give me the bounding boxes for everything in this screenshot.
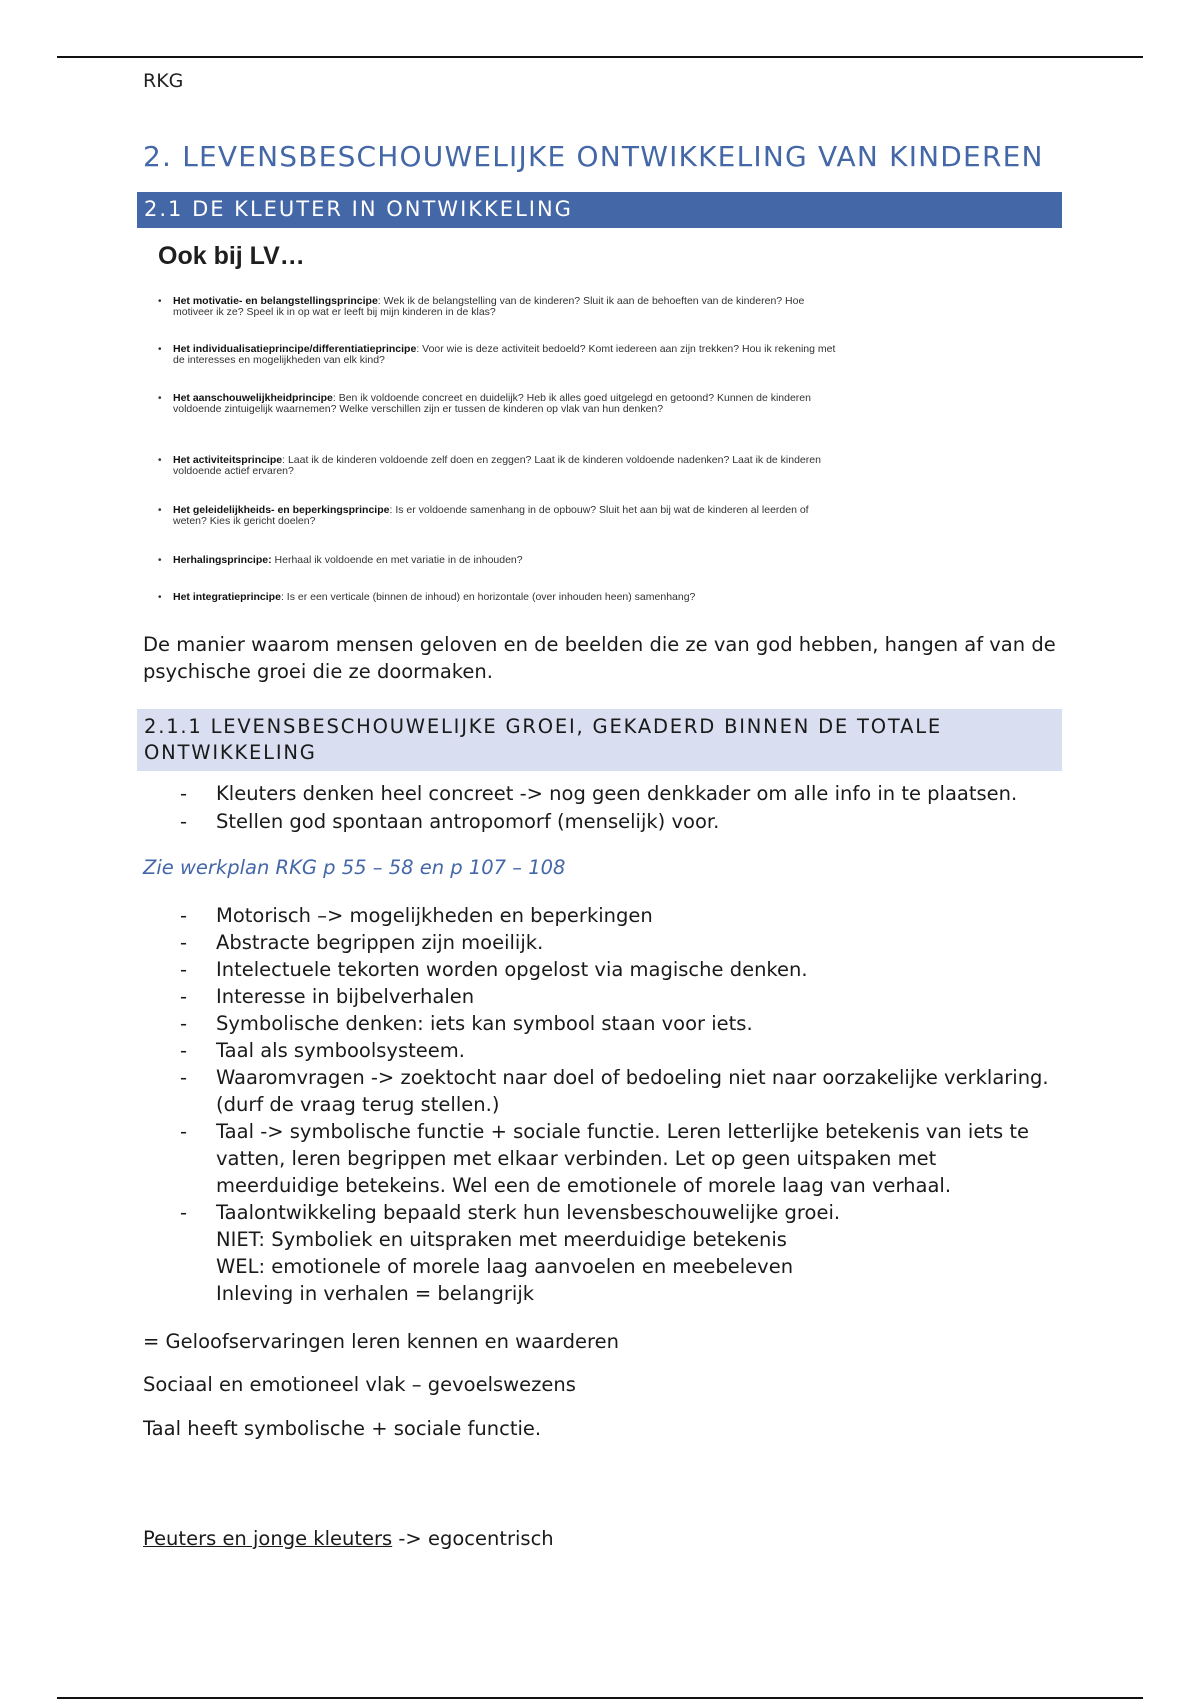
principle-item <box>158 505 838 527</box>
principle-text: : Is er een verticale (binnen de inhoud) en horizontale (over inhouden heen) samenhang? <box>280 591 696 603</box>
closing-line <box>143 1526 1063 1553</box>
closing-rest: -> egocentrisch <box>392 1527 554 1550</box>
bullet-icon: • <box>158 505 162 516</box>
dash-bullet: - <box>180 782 188 805</box>
bullet-icon: • <box>158 555 162 566</box>
principle-item <box>158 344 838 366</box>
list-item: - Kleuters denken heel concreet -> nog geen denkkader om alle info in te plaatsen. <box>143 780 1063 808</box>
list-item: - Taal als symboolsysteem. <box>180 1039 465 1062</box>
slide-title: Ook bij LV… <box>158 242 305 270</box>
dash-bullet: - <box>180 1201 188 1224</box>
bullet-icon: • <box>158 455 162 466</box>
development-list <box>143 902 1063 1307</box>
statement-line: Sociaal en emotioneel vlak – gevoelswezens <box>143 1373 576 1396</box>
principle-text: : Laat ik de kinderen voldoende zelf doen en zeggen? Laat ik de kinderen voldoende nadenken? Laat ik de kinderen voldoende actief ervaren? <box>173 454 821 477</box>
concrete-thinking-list <box>143 780 1063 836</box>
list-item: - Interesse in bijbelverhalen <box>180 985 475 1008</box>
heading-3: 2.1.1 LEVENSBESCHOUWELIJKE GROEI, GEKADERD BINNEN DE TOTALE ONTWIKKELING <box>137 709 1062 771</box>
principle-item <box>158 296 838 318</box>
header-label: RKG <box>143 70 184 92</box>
intro-paragraph: De manier waarom mensen geloven en de beelden die ze van god hebben, hangen af van de psychische groei die ze doormaken. <box>143 633 1056 683</box>
embedded-slide-image <box>143 238 853 608</box>
dash-bullet: - <box>180 1039 188 1062</box>
principle-item <box>158 393 838 415</box>
principle-text: : Voor wie is deze activiteit bedoeld? Komt iedereen aan zijn trekken? Hou ik rekening met de interesses en mogelijkheden van elk kind? <box>173 343 836 366</box>
list-item: - Motorisch –> mogelijkheden en beperkingen <box>180 904 653 927</box>
principle-name: Het activiteitsprincipe <box>173 454 283 466</box>
principle-item <box>158 455 838 477</box>
bullet-icon: • <box>158 344 162 355</box>
dash-bullet: - <box>180 958 188 981</box>
bullet-icon: • <box>158 296 162 307</box>
principle-text: : Wek ik de belangstelling van de kinderen? Sluit ik aan de behoeften van de kinderen? Hoe motiveer ik ze? Speel ik in op wat er leeft bij mijn kinderen in de klas? <box>173 295 805 318</box>
dash-bullet: - <box>180 1066 188 1089</box>
list-item: - Stellen god spontaan antropomorf (menselijk) voor. <box>143 808 1063 836</box>
principle-name: Herhalingsprincipe: <box>173 554 272 566</box>
closing-underlined: Peuters en jonge kleuters <box>143 1527 393 1550</box>
principle-name: Het geleidelijkheids- en beperkingsprincipe <box>173 504 390 516</box>
statement-line: = Geloofservaringen leren kennen en waarderen <box>143 1330 619 1353</box>
heading-2: 2.1 DE KLEUTER IN ONTWIKKELING <box>137 192 1062 228</box>
list-item: - Symbolische denken: iets kan symbool staan voor iets. <box>180 1012 753 1035</box>
dash-bullet: - <box>180 1012 188 1035</box>
bullet-icon: • <box>158 592 162 603</box>
heading-1: 2. LEVENSBESCHOUWELIJKE ONTWIKKELING VAN KINDEREN <box>143 140 1044 173</box>
bullet-icon: • <box>158 393 162 404</box>
list-item: - Abstracte begrippen zijn moeilijk. <box>180 931 544 954</box>
principle-text: Herhaal ik voldoende en met variatie in de inhouden? <box>271 554 523 566</box>
principle-text: : Is er voldoende samenhang in de opbouw? Sluit het aan bij wat de kinderen al leerden of weten? Kies ik gericht doelen? <box>173 504 809 527</box>
principle-name: Het individualisatieprincipe/differentiatieprincipe <box>173 343 417 355</box>
werkplan-reference: Zie werkplan RKG p 55 – 58 en p 107 – 108 <box>143 856 566 879</box>
dash-bullet: - <box>180 985 188 1008</box>
principle-name: Het integratieprincipe <box>173 591 281 603</box>
principle-item <box>158 592 838 603</box>
dash-bullet: - <box>180 931 188 954</box>
statement-line: Taal heeft symbolische + sociale functie. <box>143 1417 542 1440</box>
list-item: - Taal -> symbolische functie + sociale functie. Leren letterlijke betekenis van iets te vatten, leren begrippen met elkaar verbinden. Let op geen uitspaken met meerduidige betekeins. Wel een de emotionele of morele laag van verhaal. <box>180 1120 1029 1197</box>
list-item: - Intelectuele tekorten worden opgelost via magische denken. <box>180 958 808 981</box>
dash-bullet: - <box>180 810 188 833</box>
principle-name: Het aanschouwelijkheidprincipe <box>173 392 333 404</box>
dash-bullet: - <box>180 1120 188 1143</box>
list-item: - Taalontwikkeling bepaald sterk hun levensbeschouwelijke groei. NIET: Symboliek en uitspraken met meerduidige betekenis WEL: emotionele of morele laag aanvoelen en meebeleven Inleving in verhalen = belangrijk <box>180 1201 841 1305</box>
dash-bullet: - <box>180 904 188 927</box>
principle-text: : Ben ik voldoende concreet en duidelijk? Heb ik alles goed uitgelegd en getoond? Kunnen de kinderen voldoende zintuigelijk waarnemen? Welke verschillen zijn er tussen de kinderen op vlak van hun denken? <box>173 392 811 415</box>
list-item: - Waaromvragen -> zoektocht naar doel of bedoeling niet naar oorzakelijke verklaring. (durf de vraag terug stellen.) <box>180 1066 1049 1116</box>
top-rule <box>57 56 1143 58</box>
bottom-rule <box>57 1697 1143 1699</box>
principle-item <box>158 555 838 566</box>
principle-name: Het motivatie- en belangstellingsprincipe <box>173 295 378 307</box>
